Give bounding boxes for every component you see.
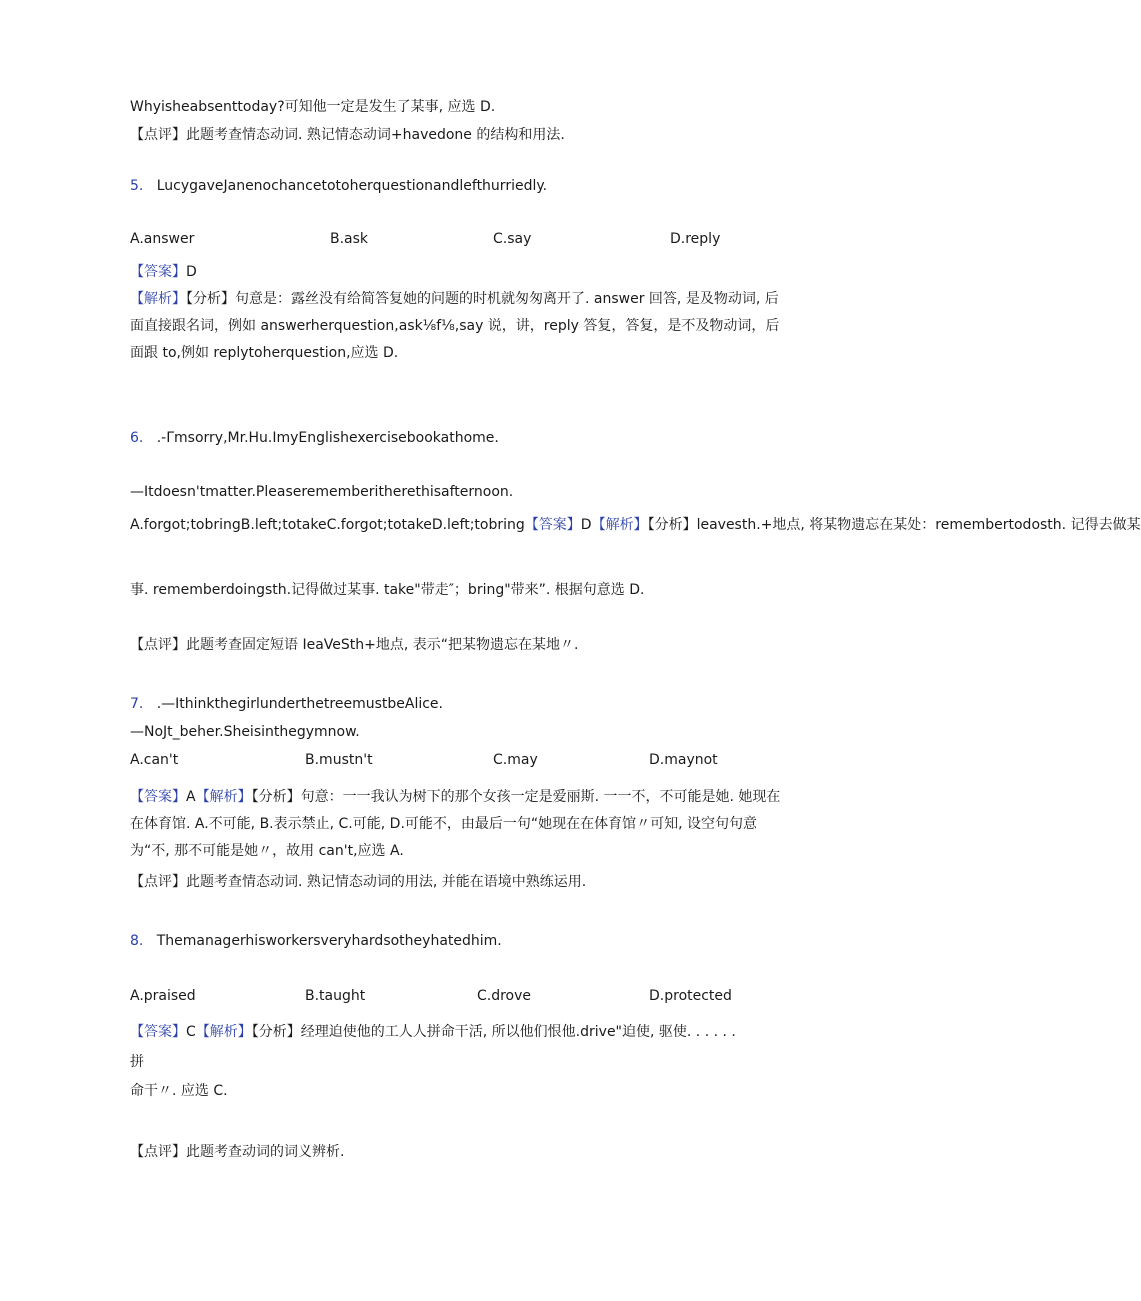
option-d: D.reply: [670, 231, 721, 247]
analysis-text: 【分析】经理迫使他的工人人拼命干活, 所以他们恨他.drive"迫使, 驱使. . . . . .: [251, 1024, 736, 1040]
answer-value: D: [186, 264, 197, 280]
answer-value: A: [186, 789, 196, 805]
analysis-tag: 【解析】: [195, 1024, 252, 1040]
answer-value: C: [186, 1024, 196, 1040]
answer-tag: 【答案】: [130, 789, 186, 805]
comment: 【点评】此题考查动词的词义辨析.: [130, 1144, 345, 1160]
analysis-tag: 【解析】: [130, 291, 186, 307]
question-stem: .-Γmsorry,Mr.Hu.ImyEnglishexercisebookathome.: [156, 430, 499, 446]
option-b: B.ask: [330, 231, 369, 247]
question-number: 5.: [130, 178, 144, 194]
question-5: [130, 176, 547, 196]
analysis-continuation: 拼: [130, 1054, 144, 1070]
answer-tag: 【答案】: [524, 517, 581, 533]
analysis-continuation: 事. rememberdoingsth.记得做过某事. take"带走″；bring"带来”. 根据句意选 D.: [130, 582, 645, 598]
question-stem: .—IthinkthegirlunderthetreemustbeAlice.: [156, 696, 443, 712]
analysis-paragraph: [130, 784, 785, 865]
options-inline: A.forgot;tobringB.left;totakeC.forgot;totakeD.left;tobring: [130, 517, 525, 533]
comment: 【点评】此题考查情态动词. 熟记情态动词的用法, 并能在语境中熟练运用.: [130, 874, 587, 890]
dialogue-line: —NoJt_beher.Sheisinthegymnow.: [130, 724, 360, 740]
dialogue-line: —Itdoesn'tmatter.Pleaseremember​itherethisafternoon.: [130, 484, 514, 500]
analysis-text: 【分析】句意是：露丝没有给简答复她的问题的时机就匆匆离开了. answer 回答, 是及物动词, 后面直接跟名词，例如 answerherquestion,ask⅛f⅛,say 说，讲，reply 答复，答复，是不及物动词，后面跟 to,例如 replytoherquestion,应选 D.: [130, 291, 780, 361]
option-a: A.answer: [130, 231, 195, 247]
comment: 【点评】此题考查固定短语 IeaVeSth+地点, 表示“把某物遗忘在某地〃.: [130, 637, 579, 653]
question-stem: Themanagerhisworkersveryhardsotheyhatedhim.: [156, 933, 502, 949]
question-8: [130, 931, 502, 951]
option-a: A.praised: [130, 988, 196, 1004]
answer-line: [130, 262, 197, 282]
question-6: [130, 428, 499, 448]
answer-analysis-line: [130, 1022, 736, 1042]
question-number: 8.: [130, 933, 144, 949]
question-number: 6.: [130, 430, 144, 446]
option-c: C.say: [493, 231, 532, 247]
question-number: 7.: [130, 696, 144, 712]
answer-tag: 【答案】: [130, 264, 186, 280]
option-b: B.taught: [305, 988, 366, 1004]
answer-value: D: [580, 517, 592, 533]
option-c: C.drove: [477, 988, 532, 1004]
analysis-tag: 【解析】: [591, 517, 648, 533]
answer-tag: 【答案】: [130, 1024, 186, 1040]
analysis-paragraph: [130, 286, 785, 367]
options-and-answer: [130, 515, 1141, 535]
option-b: B.mustn't: [305, 752, 373, 768]
option-d: D.protected: [649, 988, 732, 1004]
question-7: [130, 694, 443, 714]
option-d: D.maynot: [649, 752, 718, 768]
option-c: C.may: [493, 752, 538, 768]
analysis-continuation: 命干〃. 应选 C.: [130, 1083, 228, 1099]
prev-answer-line: Whyisheabsenttoday?可知他一定是发生了某事, 应选 D.: [130, 99, 496, 115]
prev-comment: 【点评】此题考查情态动词. 熟记情态动词+havedone 的结构和用法.: [130, 127, 565, 143]
analysis-tag: 【解析】: [195, 789, 252, 805]
option-a: A.can't: [130, 752, 179, 768]
analysis-text: 【分析】leavesth.+地点, 将某物遗忘在某处：remembertodosth. 记得去做某: [647, 517, 1141, 533]
question-stem: LucygaveJanenochancetotoherquestionandlefthurriedly.: [156, 178, 548, 194]
analysis-text: 【分析】句意：一一我认为树下的那个女孩一定是爱丽斯. 一一不，不可能是她. 她现在在体育馆. A.不可能, B.表示禁止, C.可能, D.可能不，由最后一句“她现在在体育馆〃可知, 设空句句意为“不, 那不可能是她〃，故用 can't,应选 A.: [130, 789, 781, 859]
